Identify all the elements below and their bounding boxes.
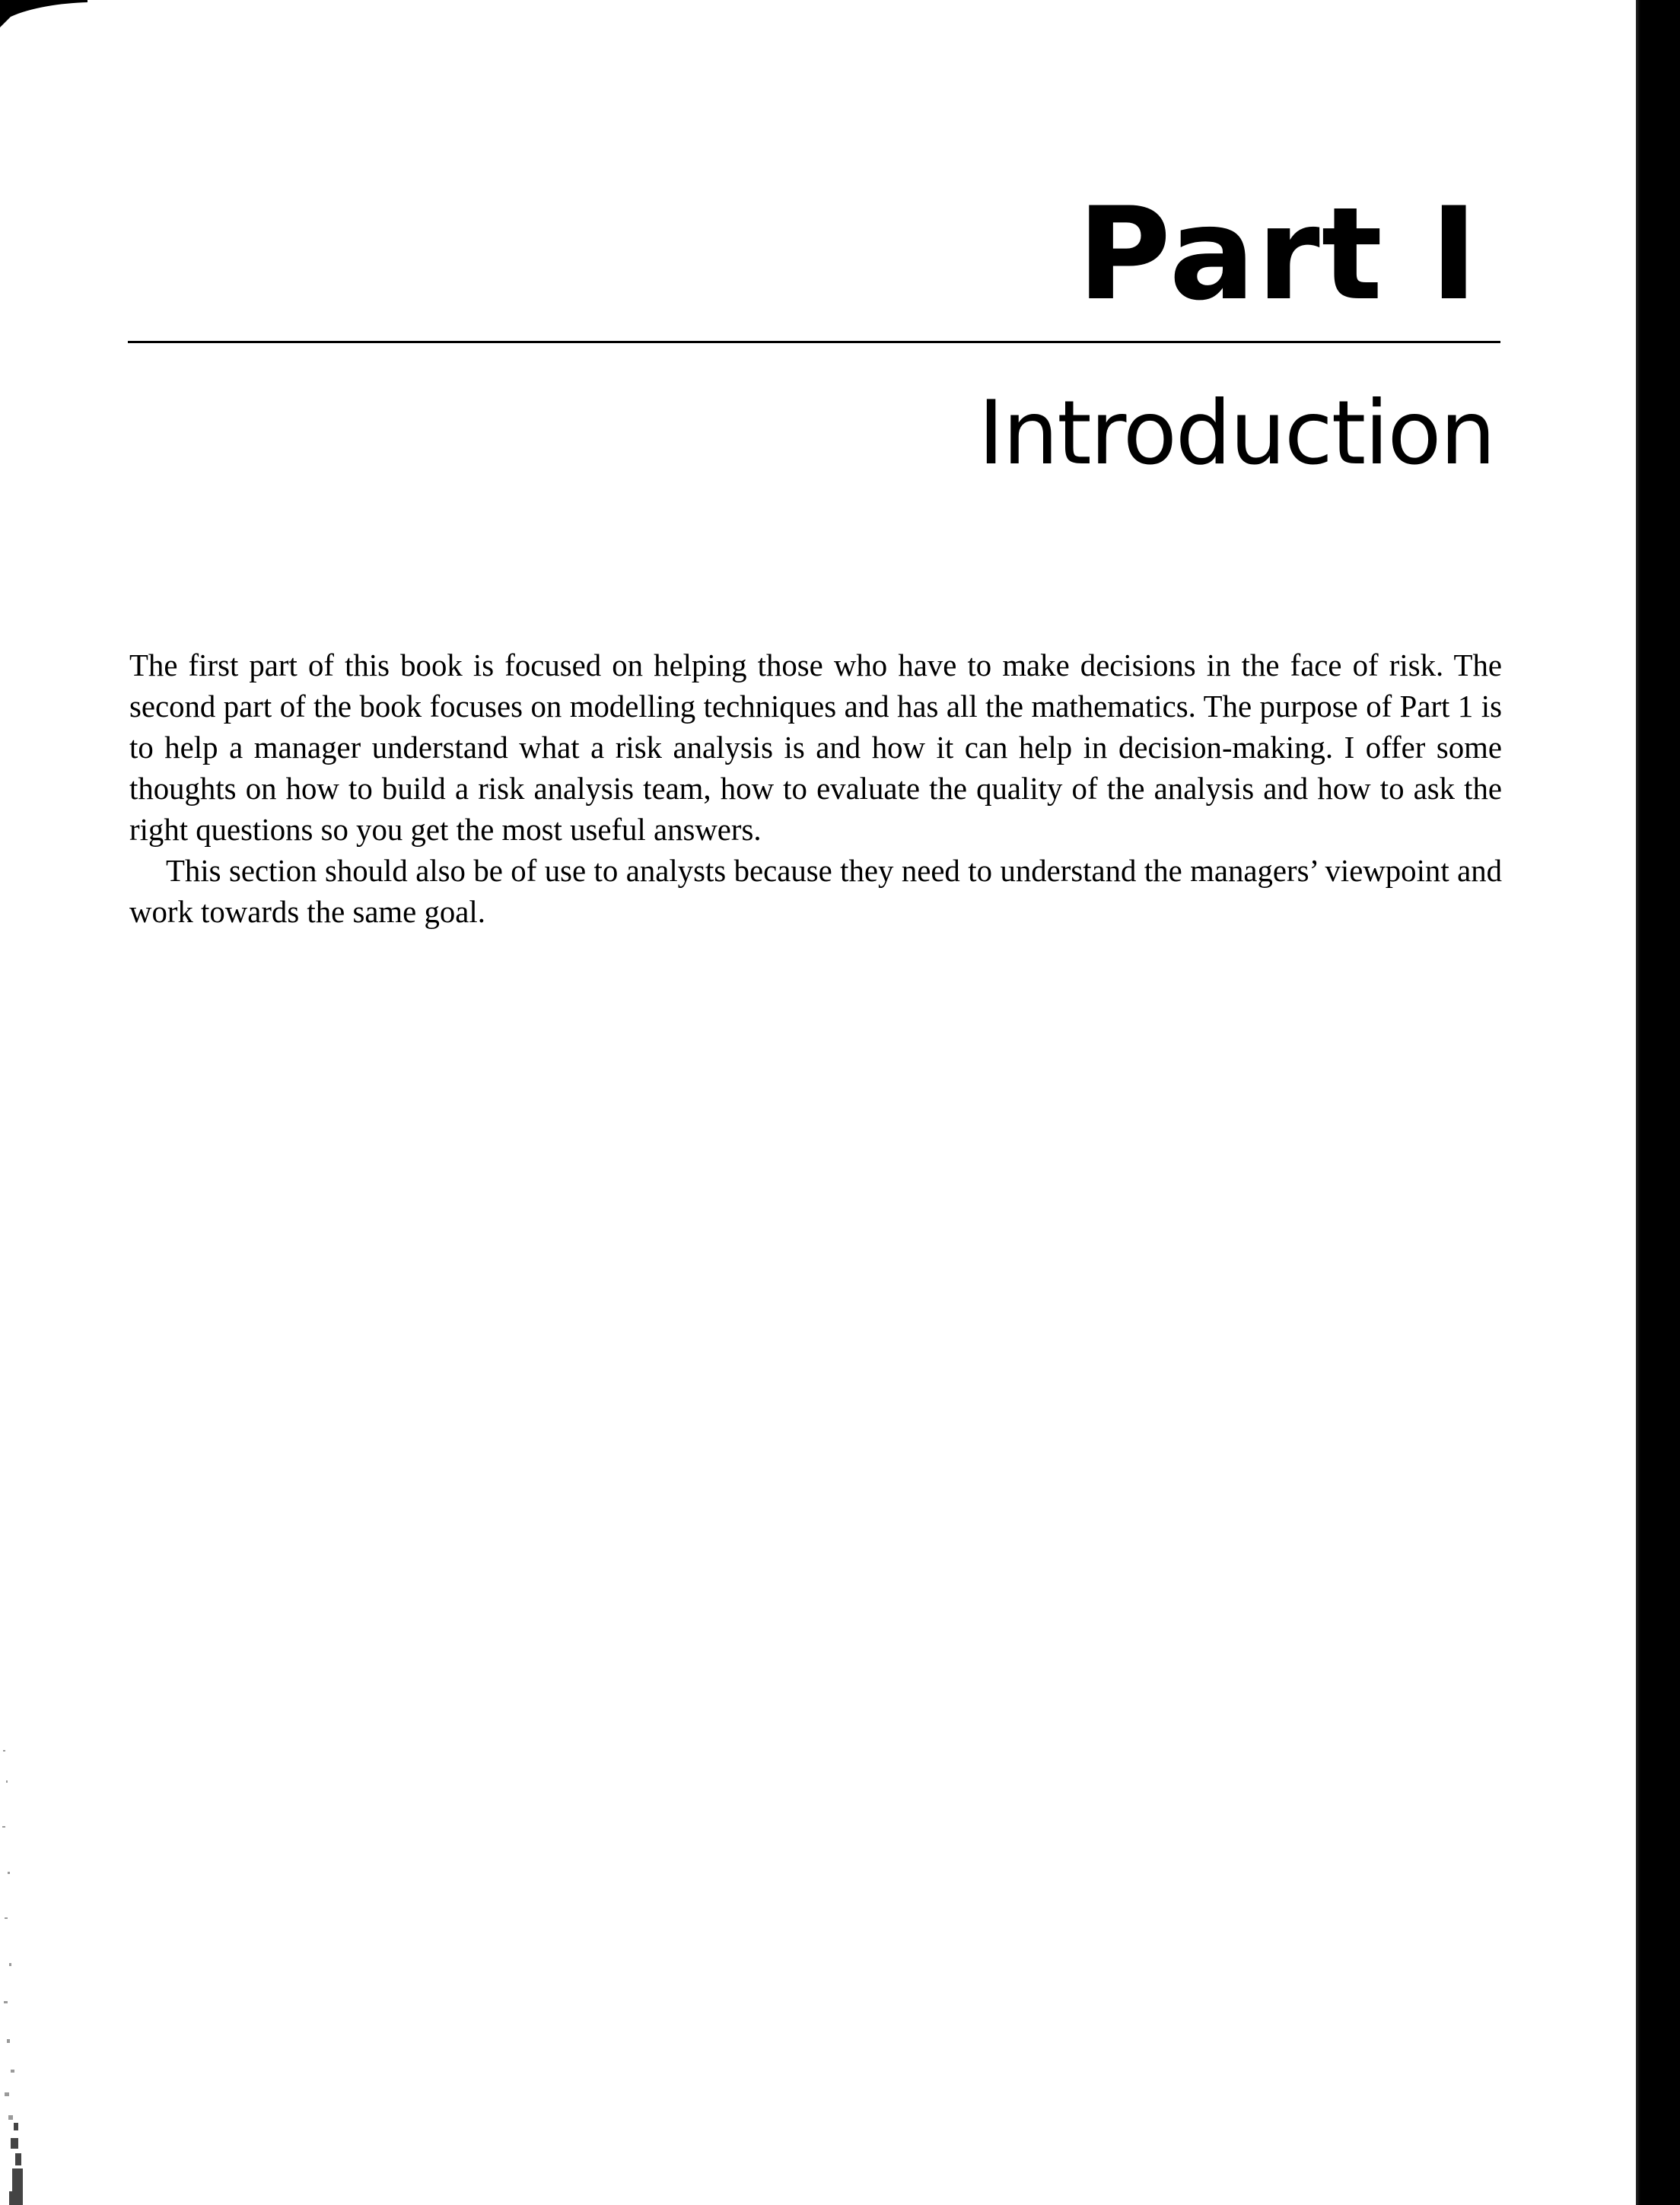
scan-corner-mark xyxy=(0,0,88,30)
scan-left-edge-noise xyxy=(0,1293,30,2205)
paragraph: This section should also be of use to analysts because they need to understand the managers’ viewpoint and work towards the same goal. xyxy=(129,854,1502,929)
scan-right-edge-shadow xyxy=(1636,0,1680,2205)
heading-rule xyxy=(128,341,1500,343)
intro-text xyxy=(129,645,1502,933)
part-number-heading: Part I xyxy=(1077,180,1479,329)
part-title: Introduction xyxy=(978,382,1494,485)
paragraph: The first part of this book is focused on helping those who have to make decisions in the face of risk. The second part of the book focuses on modelling techniques and has all the mathematics. The purpose of Part 1 is to help a manager understand what a risk analysis is and how it can help in decision-making. I offer some thoughts on how to build a risk analysis team, how to evaluate the quality of the analysis and how to ask the right questions so you get the most useful answers. xyxy=(129,648,1502,847)
